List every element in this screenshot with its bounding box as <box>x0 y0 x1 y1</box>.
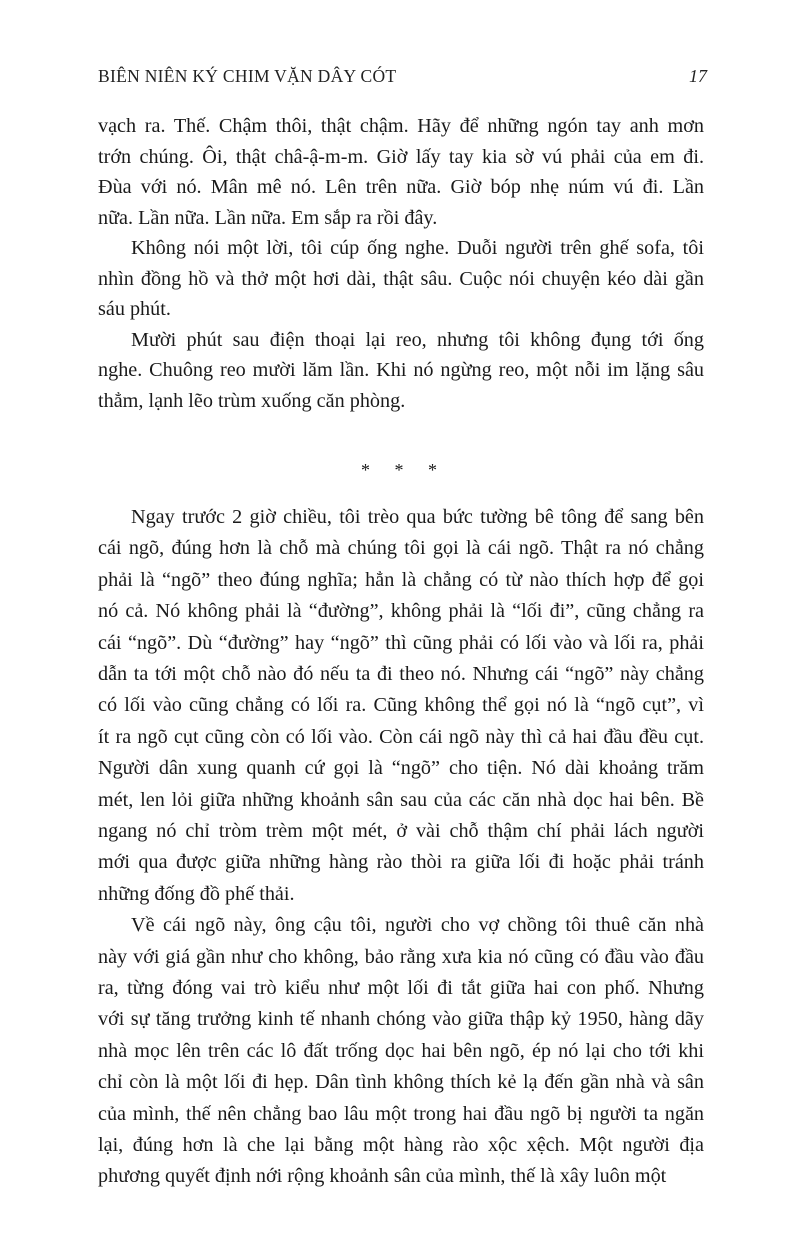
text-line: có lối vào cũng chẳng có lối ra. Cũng không thể gọi nó là “ngõ cụt”, vì <box>98 694 704 717</box>
text-line: ít ra ngõ cụt cũng còn có lối vào. Còn cái ngõ này thì cả hai đầu đều cụt. <box>98 725 704 748</box>
text-line: nó cả. Nó không phải là “đường”, không phải là “lối đi”, cũng chẳng ra <box>98 600 704 623</box>
text-line: ngang nó chỉ tròm trèm một mét, ở vài chỗ thậm chí phải lách người <box>98 820 704 842</box>
text-line: sáu phút. <box>98 298 171 320</box>
text-line: Người dân xung quanh cứ gọi là “ngõ” cho tiện. Nó dài khoảng trăm <box>98 757 704 780</box>
text-line: với sự tăng trưởng kinh tế nhanh chóng vào giữa thập kỷ 1950, hàng dãy <box>98 1008 704 1031</box>
text-line: vạch ra. Thế. Chậm thôi, thật chậm. Hãy để những ngón tay anh mơn <box>98 115 704 137</box>
text-line: lại, đúng hơn là che lại bằng một hàng rào xộc xệch. Một người địa <box>98 1134 704 1156</box>
text-line: mới qua được giữa những hàng rào thòi ra giữa lối đi hoặc phải tránh <box>98 851 704 874</box>
text-line: này với giá gần như cho không, bảo rằng xưa kia nó cũng có đầu vào đầu <box>98 945 704 968</box>
text-line: Mười phút sau điện thoại lại reo, nhưng tôi không đụng tới ống <box>131 328 704 351</box>
text-line: Không nói một lời, tôi cúp ống nghe. Duỗi người trên ghế sofa, tôi <box>131 237 704 259</box>
text-line: trớn chúng. Ôi, thật châ-ậ-m-m. Giờ lấy tay kia sờ vú phải của em đi. <box>98 145 704 168</box>
text-line: cái ngõ, đúng hơn là chỗ mà chúng tôi gọi là cái ngõ. Thật ra nó chẳng <box>98 537 704 560</box>
text-line: Về cái ngõ này, ông cậu tôi, người cho vợ chồng tôi thuê căn nhà <box>131 914 704 937</box>
section-break: * * * <box>361 460 447 480</box>
text-line: dẫn ta tới một chỗ nào đó nếu ta đi theo nó. Nhưng cái “ngõ” này chẳng <box>98 663 704 685</box>
text-line: mét, len lỏi giữa những khoảnh sân sau của các căn nhà dọc hai bên. Bề <box>98 788 704 811</box>
text-line: của mình, thế nên chẳng bao lâu một trong hai đầu ngõ bị người ta ngăn <box>98 1102 704 1125</box>
text-line: nhìn đồng hồ và thở một hơi dài, thật sâu. Cuộc nói chuyện kéo dài gần <box>98 267 704 290</box>
text-line: ra, từng đóng vai trò kiểu như một lối đi tắt giữa hai con phố. Nhưng <box>98 977 704 999</box>
text-line: cái “ngõ”. Dù “đường” hay “ngõ” thì cũng phải có lối vào và lối ra, phải <box>98 631 704 654</box>
text-line: Đùa với nó. Mân mê nó. Lên trên nữa. Giờ bóp nhẹ núm vú đi. Lần <box>98 176 704 198</box>
text-line: nghe. Chuông reo mười lăm lần. Khi nó ngừng reo, một nỗi im lặng sâu <box>98 359 704 381</box>
page-number: 17 <box>689 66 707 86</box>
text-line: những đống đồ phế thải. <box>98 882 295 905</box>
text-line: thẳm, lạnh lẽo trùm xuống căn phòng. <box>98 389 406 412</box>
running-title: BIÊN NIÊN KÝ CHIM VẶN DÂY CÓT <box>98 66 397 86</box>
text-line: phương quyết định nới rộng khoảnh sân của mình, thế là xây luôn một <box>98 1165 667 1188</box>
text-line: chỉ còn là một lối đi hẹp. Dân tình không thích kẻ lạ đến gần nhà và sân <box>98 1071 704 1094</box>
text-line: nữa. Lần nữa. Lần nữa. Em sắp ra rồi đây. <box>98 206 438 229</box>
text-line: nhà mọc lên trên các lô đất trống dọc hai bên ngõ, ép nó lại cho tới khi <box>98 1039 704 1062</box>
text-line: Ngay trước 2 giờ chiều, tôi trèo qua bức tường bê tông để sang bên <box>131 506 704 528</box>
text-line: phải là “ngõ” theo đúng nghĩa; hẳn là chẳng có từ nào thích hợp để gọi <box>98 568 704 591</box>
